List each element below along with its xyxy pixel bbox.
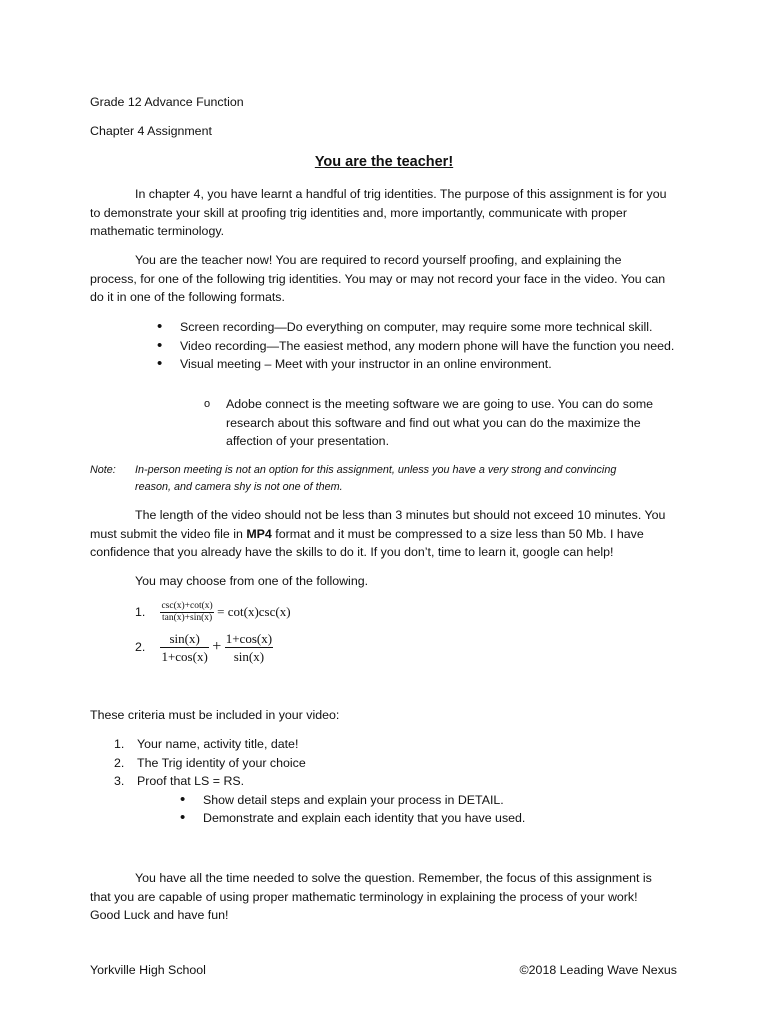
criteria-list [114, 735, 674, 828]
criteria-intro: These criteria must be included in your video: [90, 708, 340, 722]
identity-2-fraction-b [225, 630, 273, 665]
page-title: You are the teacher! [314, 154, 454, 170]
length-text-b: format and it must be compressed to a size less than 50 Mb. I have confidence that you already have the skills to do it. If you don’t, time to learn it, google can help! [90, 526, 644, 559]
note-block [90, 462, 650, 496]
closing-paragraph: You have all the time needed to solve the question. Remember, the focus of this assignment is that you are capable of using proper mathematic terminology in explaining the process of your work! Good Luck and have fun! [90, 871, 652, 922]
item-text: Proof that LS = RS. [137, 774, 245, 788]
fraction-numerator: csc(x)+cot(x) [161, 601, 213, 611]
format-emphasis: MP4 [246, 526, 272, 541]
choose-text: You may choose from one of the following. [135, 574, 369, 588]
footer-copyright: ©2018 Leading Wave Nexus [519, 963, 677, 977]
identity-2-fraction-a [160, 630, 208, 665]
identity-1 [135, 601, 291, 624]
item-number: 3. [114, 774, 125, 788]
fraction-numerator: sin(x) [160, 630, 208, 648]
length-paragraph [90, 506, 670, 562]
identity-2 [135, 630, 273, 665]
fraction-denominator: 1+cos(x) [161, 649, 208, 664]
assignment-name: Chapter 4 Assignment [90, 124, 212, 138]
list-item: o Adobe connect is the meeting software we are going to use. You can do some research about this software and find out what you can do the maximize the affection of your presentation. [204, 395, 674, 451]
list-item [114, 772, 674, 828]
criteria-sublist [180, 791, 674, 828]
list-item: • Video recording—The easiest method, any modern phone will have the function you need. [157, 337, 677, 356]
list-item: • Visual meeting – Meet with your instructor in an online environment. [157, 355, 677, 374]
plus-operator: + [212, 637, 222, 655]
fraction-denominator: tan(x)+sin(x) [161, 613, 213, 623]
note-text: In-person meeting is not an option for this assignment, unless you have a very strong and convincing reason, and camera shy is not one of them. [135, 464, 617, 493]
list-item [114, 754, 674, 773]
course-name: Grade 12 Advance Function [90, 95, 244, 109]
note-label: Note: [90, 464, 116, 476]
item-number: 1. [114, 737, 125, 751]
identity-number: 2. [135, 639, 146, 654]
length-text-a: The length of the video should not be less than 3 minutes but should not exceed 10 minutes. You must submit the video file in [90, 508, 666, 541]
format-sublist [204, 395, 674, 451]
list-item: • Show detail steps and explain your process in DETAIL. [180, 791, 674, 810]
intro-paragraph: In chapter 4, you have learnt a handful of trig identities. The purpose of this assignment is for you to demonstrate your skill at proofing trig identities and, more importantly, communicate with proper mathematic terminology. [90, 187, 667, 238]
footer-school: Yorkville High School [90, 963, 206, 977]
item-text: Your name, activity title, date! [137, 737, 299, 751]
list-item: • Demonstrate and explain each identity that you have used. [180, 809, 674, 828]
identity-1-rhs: = cot(x)csc(x) [217, 603, 291, 619]
list-item: • Screen recording—Do everything on computer, may require some more technical skill. [157, 318, 677, 337]
task-paragraph: You are the teacher now! You are required to record yourself proofing, and explaining the process, for one of the following trig identities. You may or may not record your face in the video. You can do it in one of the following formats. [90, 253, 666, 304]
fraction-numerator: 1+cos(x) [225, 631, 273, 646]
item-text: The Trig identity of your choice [137, 755, 306, 770]
format-list [157, 318, 677, 374]
identity-1-lhs [160, 601, 213, 624]
item-number: 2. [114, 755, 125, 770]
list-item [114, 735, 674, 754]
fraction-denominator: sin(x) [233, 649, 265, 664]
identity-number: 1. [135, 604, 146, 619]
